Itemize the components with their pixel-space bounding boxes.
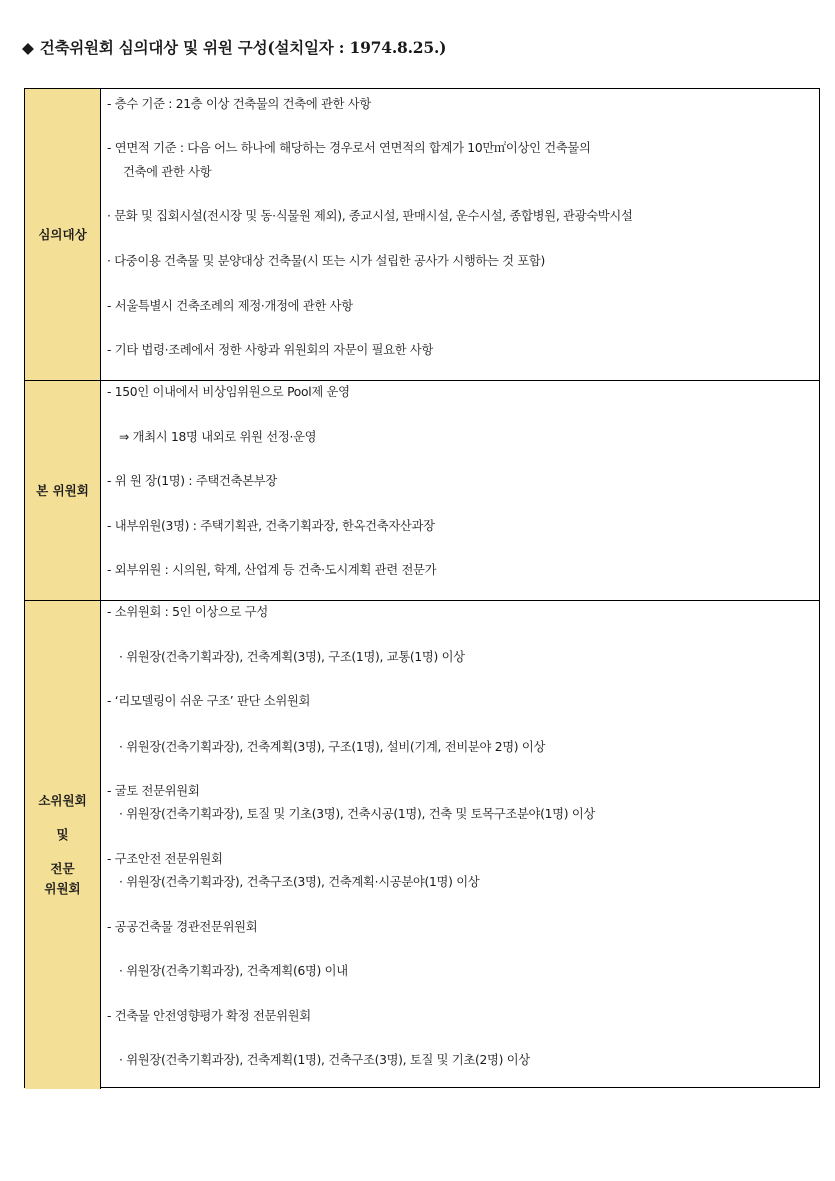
section-subcommittees xyxy=(25,601,819,1089)
label-part: 및 xyxy=(56,827,69,842)
content-line: - 층수 기준 : 21층 이상 건축물의 건축에 관한 사항 xyxy=(107,97,371,111)
section-label-subcommittees xyxy=(25,601,101,1089)
section-label-review-targets: 심의대상 xyxy=(25,89,101,380)
section-content-main-committee xyxy=(101,381,819,600)
content-line: · 다중이용 건축물 및 분양대상 건축물(시 또는 시가 설립한 공사가 시행하는 것 포함) xyxy=(107,254,546,268)
content-line: · 위원장(건축기획과장), 토질 및 기초(3명), 건축시공(1명), 건축 및 토목구조분야(1명) 이상 xyxy=(119,807,595,821)
content-line: - 위 원 장(1명) : 주택건축본부장 xyxy=(107,474,277,488)
content-line: - 굴토 전문위원회 xyxy=(107,784,200,798)
content-line: · 위원장(건축기획과장), 건축계획(6명) 이내 xyxy=(119,964,348,978)
content-line: - ‘리모델링이 쉬운 구조’ 판단 소위원회 xyxy=(107,694,311,708)
section-review-targets xyxy=(25,89,819,381)
content-line: · 위원장(건축기획과장), 건축계획(3명), 구조(1명), 설비(기계, 전비분야 2명) 이상 xyxy=(119,740,546,754)
content-line: - 구조안전 전문위원회 xyxy=(107,852,223,866)
section-main-committee xyxy=(25,381,819,601)
section-content-subcommittees xyxy=(101,601,819,1089)
content-line: · 문화 및 집회시설(전시장 및 동·식물원 제외), 종교시설, 판매시설, 운수시설, 종합병원, 관광숙박시설 xyxy=(107,209,633,223)
label-part: 전문 xyxy=(50,861,75,876)
content-line: · 위원장(건축기획과장), 건축계획(1명), 건축구조(3명), 토질 및 기초(2명) 이상 xyxy=(119,1053,530,1067)
content-line: - 150인 이내에서 비상임위원으로 Pool제 운영 xyxy=(107,385,350,399)
committee-table xyxy=(24,88,820,1088)
label-part: 소위원회 xyxy=(38,793,87,808)
content-line: - 연면적 기준 : 다음 어느 하나에 해당하는 경우로서 연면적의 합계가 10만㎡이상인 건축물의 xyxy=(107,141,591,155)
content-line: - 소위원회 : 5인 이상으로 구성 xyxy=(107,605,268,619)
content-line: · 위원장(건축기획과장), 건축계획(3명), 구조(1명), 교통(1명) 이상 xyxy=(119,650,465,664)
content-line: - 기타 법령·조례에서 정한 사항과 위원회의 자문이 필요한 사항 xyxy=(107,343,434,357)
page-title-text: 건축위원회 심의대상 및 위원 구성(설치일자 : 1974.8.25.) xyxy=(39,38,447,57)
content-line: ⇒ 개최시 18명 내외로 위원 선정·운영 xyxy=(119,430,317,444)
diamond-bullet-icon: ◆ xyxy=(22,38,34,57)
content-line: - 내부위원(3명) : 주택기획관, 건축기획과장, 한옥건축자산과장 xyxy=(107,519,435,533)
content-line: 건축에 관한 사항 xyxy=(123,165,212,179)
content-line: - 외부위원 : 시의원, 학계, 산업계 등 건축·도시계획 관련 전문가 xyxy=(107,563,437,577)
content-line: - 건축물 안전영향평가 확정 전문위원회 xyxy=(107,1009,311,1023)
content-line: - 서울특별시 건축조례의 제정·개정에 관한 사항 xyxy=(107,299,353,313)
content-line: - 공공건축물 경관전문위원회 xyxy=(107,920,258,934)
page-title xyxy=(22,36,446,58)
section-label-main-committee: 본 위원회 xyxy=(25,381,101,600)
section-content-review-targets xyxy=(101,89,819,380)
content-line: · 위원장(건축기획과장), 건축구조(3명), 건축계획·시공분야(1명) 이상 xyxy=(119,875,480,889)
label-part: 위원회 xyxy=(44,881,81,896)
